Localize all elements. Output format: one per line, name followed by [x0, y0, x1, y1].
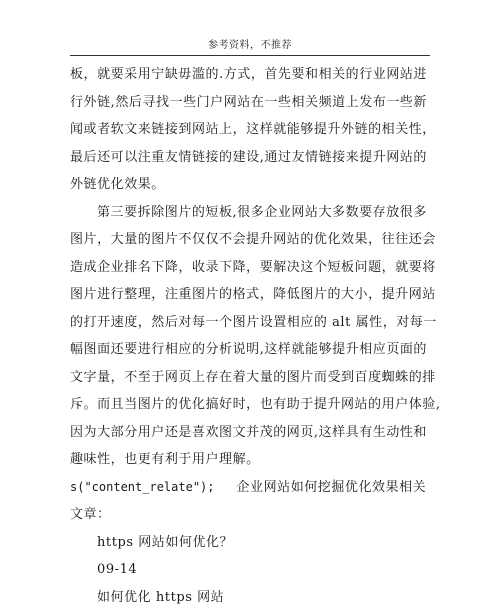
paragraph-line: 造成企业排名下降，收录下降，要解决这个短板问题，就要将: [70, 259, 436, 275]
article-date: 09-14: [97, 562, 138, 577]
paragraph-line: 文字量，不至于网页上存在着大量的图片而受到百度蜘蛛的排: [70, 369, 436, 385]
paragraph-line: 因为大部分用户还是喜欢图文并茂的网页,这样具有生动性和: [70, 424, 427, 440]
paragraph-line: 闻或者软文来链接到网站上，这样就能够提升外链的相关性，: [70, 122, 436, 137]
article-title-partial[interactable]: 如何优化 https 网站: [97, 589, 225, 605]
paragraph-line: 行外链,然后寻找一些门户网站在一些相关频道上发布一些新: [70, 94, 427, 110]
page-header: 参考资料，不推荐: [208, 40, 292, 51]
paragraph-line: 第三要拆除图片的短板,很多企业网站大多数要存放很多: [97, 204, 427, 220]
related-code: s("content_relate");: [70, 479, 215, 494]
paragraph-line: 外链优化效果。: [70, 177, 165, 192]
paragraph-line: 趣味性，也更有利于用户理解。: [70, 452, 260, 467]
paragraph-line: 板，就要采用宁缺毋滥的.方式，首先要和相关的行业网站进: [70, 67, 427, 82]
related-label-continued: 文章：: [70, 507, 111, 522]
document-body: [70, 61, 441, 605]
header-divider: [70, 55, 430, 56]
paragraph-line: 幅图面还要进行相应的分析说明,这样就能够提升相应页面的: [70, 342, 427, 357]
paragraph-line: 的打开速度，然后对每一个图片设置相应的 alt 属性，对每一: [70, 314, 437, 330]
paragraph-line: 斥。而且当图片的优化搞好时，也有助于提升网站的用户体验,: [70, 397, 441, 412]
paragraph-line: 图片进行整理，注重图片的格式，降低图片的大小，提升网站: [70, 287, 436, 302]
paragraph-line: 最后还可以注重友情链接的建设,通过友情链接来提升网站的: [70, 149, 427, 165]
related-heading: [70, 474, 432, 502]
related-label: 企业网站如何挖掘优化效果相关: [236, 479, 427, 495]
article-title[interactable]: https 网站如何优化？: [97, 534, 234, 550]
paragraph-line: 图片，大量的图片不仅仅不会提升网站的优化效果，往往还会: [70, 232, 436, 247]
